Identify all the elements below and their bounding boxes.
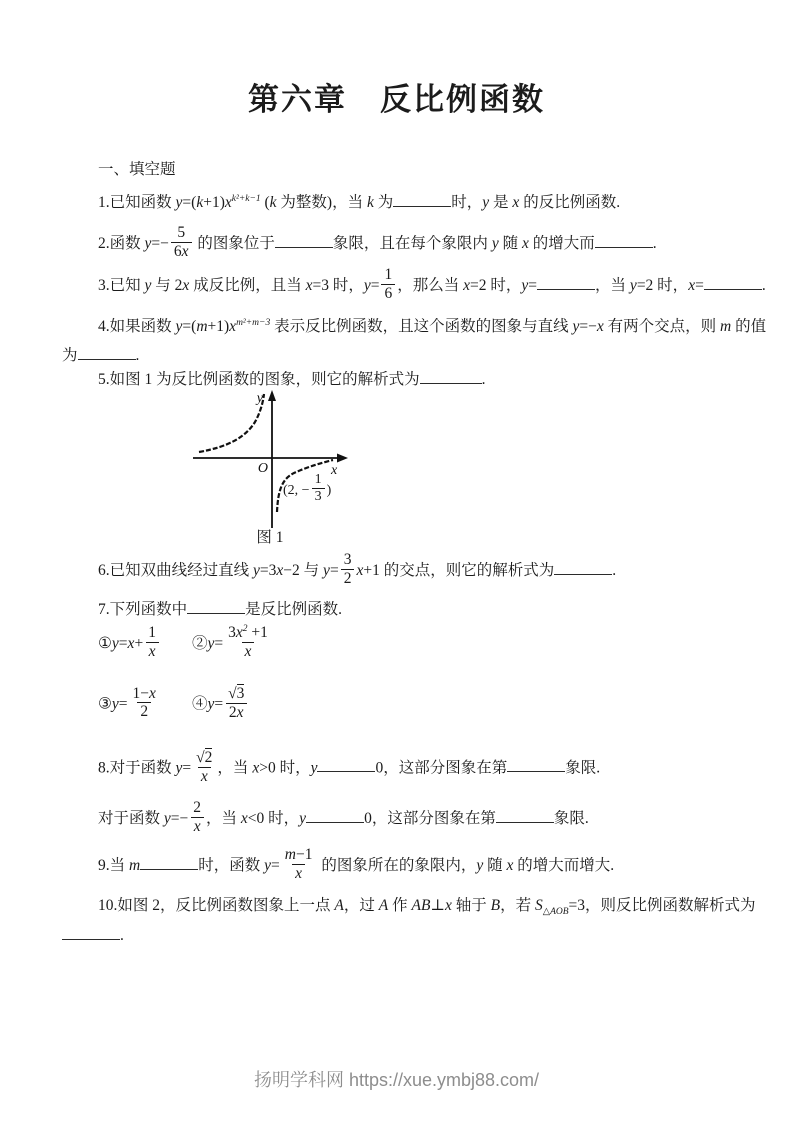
blank-line <box>507 758 565 772</box>
text-segment: ，当 <box>217 759 253 777</box>
numerator <box>341 551 355 569</box>
math-variable: x <box>276 561 284 579</box>
text-segment: . <box>652 234 657 252</box>
math-variable: x <box>512 194 520 211</box>
text-segment: 8.对于函数 <box>98 759 176 777</box>
numerator <box>190 799 204 817</box>
text-segment: 5 <box>177 224 186 241</box>
question-9 <box>98 848 614 885</box>
fraction <box>193 748 215 786</box>
denominator <box>191 817 204 836</box>
text-segment: = <box>118 634 128 652</box>
math-variable: x <box>236 703 244 721</box>
fraction <box>145 624 159 661</box>
math-variable: x <box>240 809 248 827</box>
math-variable: m <box>196 318 208 335</box>
text-segment: 5.如图 1 为反比例函数的图象，则它的解析式为 <box>98 371 420 388</box>
numerator <box>312 472 325 488</box>
superscript: k²+k−1 <box>231 193 261 204</box>
text-segment: (2, − <box>283 482 310 498</box>
figure-1-graph <box>185 390 355 532</box>
math-variable: k <box>366 194 374 211</box>
hyperbola-plot <box>185 390 355 532</box>
subscript: △AOB <box>542 907 569 918</box>
text-segment: ，过 <box>343 897 379 914</box>
hyperbola-branch-quadrant2 <box>199 394 264 452</box>
text-segment: 表示反比例函数，且这个函数的图象与直线 <box>270 318 573 335</box>
sqrt-expression <box>196 748 212 767</box>
text-segment: =− <box>170 809 189 827</box>
radicand: 3 <box>236 685 245 702</box>
text-segment: . <box>120 927 124 944</box>
math-variable: y <box>175 194 183 211</box>
radical-sign-icon: √ <box>196 749 205 766</box>
text-segment: +1 <box>247 624 268 641</box>
math-variable: y <box>144 276 152 294</box>
text-segment: =( <box>182 318 197 335</box>
text-segment: = <box>271 856 280 874</box>
x-axis-label: x <box>331 463 338 478</box>
text-segment: 9.当 <box>98 856 130 874</box>
text-segment: + <box>134 634 144 652</box>
text-segment: ( <box>260 194 270 211</box>
math-variable: x <box>127 634 135 652</box>
text-segment: . <box>481 371 486 388</box>
math-variable: x <box>181 242 189 260</box>
text-segment: +1 的交点，则它的解析式为 <box>363 561 555 579</box>
text-segment: 轴于 <box>451 897 491 914</box>
text-segment: 时，函数 <box>198 856 265 874</box>
text-segment: 0，这部分图象在第 <box>375 759 508 777</box>
math-variable: y <box>476 856 484 874</box>
text-segment: 1 <box>314 472 322 487</box>
point-coordinates-label <box>283 474 331 507</box>
text-segment: 3 <box>314 489 322 505</box>
text-segment: ⊥ <box>430 897 445 914</box>
math-variable: x <box>463 276 471 294</box>
fraction <box>312 472 325 505</box>
text-segment: . <box>761 276 766 294</box>
question-4-line-2 <box>62 346 139 367</box>
text-segment: 的增大而增大. <box>513 856 615 874</box>
text-segment: 的图象位于 <box>193 234 275 252</box>
math-variable: x <box>688 276 696 294</box>
text-segment: 3 <box>343 551 352 568</box>
blank-line <box>317 758 375 772</box>
math-variable: y <box>175 318 183 335</box>
text-segment: = <box>214 695 224 713</box>
origin-label: O <box>257 461 268 476</box>
blank-line <box>306 809 364 823</box>
text-segment <box>161 635 192 652</box>
fraction <box>225 684 247 722</box>
math-variable: y <box>175 759 183 777</box>
text-segment: 为整数)，当 <box>276 194 367 211</box>
section-heading: 一、填空题 <box>98 161 176 178</box>
x-axis-arrow-icon <box>337 454 348 463</box>
text-segment: =2 时， <box>636 276 689 294</box>
text-segment: 随 <box>498 234 522 252</box>
question-2 <box>98 226 657 263</box>
text-segment: 6 <box>384 284 393 302</box>
text-segment: 3 <box>228 624 236 641</box>
text-segment: 象限. <box>553 809 589 827</box>
blank-line <box>537 276 595 290</box>
math-variable: x <box>252 759 260 777</box>
text-segment: 10.如图 2，反比例函数图象上一点 <box>98 897 335 914</box>
page-title: 第六章 反比例函数 <box>248 82 545 117</box>
text-segment: −1 <box>295 846 313 863</box>
text-segment: >0 时， <box>259 759 311 777</box>
text-segment: 成反比例，且当 <box>189 276 306 294</box>
numerator <box>225 624 271 642</box>
text-segment: ，当 <box>595 276 630 294</box>
footer-watermark: 扬明学科网 https://xue.ymbj88.com/ <box>253 1070 540 1090</box>
blank-line <box>62 926 120 940</box>
text-segment: 2 <box>343 569 352 587</box>
math-variable: y <box>207 634 215 652</box>
denominator <box>146 642 159 661</box>
math-variable: x <box>182 276 190 294</box>
question-10-line-2 <box>62 926 124 947</box>
blank-line <box>420 370 482 384</box>
question-7-options-3-4 <box>98 686 249 724</box>
math-variable: x <box>193 817 201 835</box>
text-segment: =2 时， <box>470 276 522 294</box>
math-variable: y <box>310 759 318 777</box>
fraction <box>130 685 159 722</box>
denominator <box>312 488 325 505</box>
text-segment: 1− <box>132 684 150 702</box>
text-segment: =− <box>579 318 597 335</box>
numerator <box>193 748 215 767</box>
blank-line <box>595 234 653 248</box>
text-segment: ，那么当 <box>397 276 464 294</box>
denominator <box>226 703 247 722</box>
math-variable: x <box>200 767 208 785</box>
math-variable: AB <box>411 897 431 914</box>
text-segment: 1 <box>148 624 156 641</box>
text-segment: 3.已知 <box>98 276 145 294</box>
text-segment: 时， <box>451 194 483 211</box>
text-segment: 象限. <box>565 759 601 777</box>
fraction <box>171 224 192 261</box>
math-variable: x <box>596 318 604 335</box>
math-variable: y <box>629 276 637 294</box>
superscript: m²+m−3 <box>236 317 271 328</box>
fraction <box>282 846 316 883</box>
blank-line <box>496 809 554 823</box>
question-8 <box>98 750 600 788</box>
text-segment: 2.函数 <box>98 234 145 252</box>
math-variable: m <box>284 846 296 863</box>
math-variable: x <box>305 276 313 294</box>
question-7-options-1-2 <box>98 623 273 663</box>
sqrt-expression <box>228 684 244 703</box>
text-segment: 随 <box>483 856 507 874</box>
text-segment: 的值 <box>731 318 767 335</box>
numerator <box>130 685 159 703</box>
text-segment: 有两个交点，则 <box>603 318 720 335</box>
math-variable: S <box>535 897 543 914</box>
math-variable: y <box>144 234 152 252</box>
math-variable: B <box>490 897 501 914</box>
text-segment: . <box>135 347 140 364</box>
blank-line <box>187 600 245 614</box>
fraction <box>381 266 395 303</box>
question-4-line-1 <box>98 317 766 338</box>
text-segment: 1.已知函数 <box>98 194 176 211</box>
text-segment: 对于函数 <box>98 809 164 827</box>
text-segment: 作 <box>388 897 412 914</box>
math-variable: y <box>299 809 307 827</box>
question-8-part-2 <box>98 801 589 838</box>
y-axis-arrow-icon <box>268 390 276 401</box>
text-segment: +1) <box>207 318 230 335</box>
question-1 <box>98 193 620 214</box>
text-segment: ① <box>98 634 112 652</box>
denominator <box>292 864 305 883</box>
math-variable: x <box>244 642 252 660</box>
radicand: 2 <box>204 749 213 766</box>
text-segment: 是 <box>489 194 513 211</box>
math-variable: y <box>521 276 529 294</box>
text-segment: 是反比例函数. <box>245 601 343 618</box>
math-variable: y <box>207 695 215 713</box>
blank-line <box>554 561 612 575</box>
numerator <box>282 846 316 864</box>
question-6 <box>98 553 616 590</box>
text-segment: = <box>182 759 192 777</box>
math-variable: y <box>323 561 330 579</box>
text-segment: = <box>118 695 128 713</box>
denominator <box>341 569 355 588</box>
text-segment: 7.下列函数中 <box>98 601 188 618</box>
text-segment: 1 <box>384 266 393 283</box>
math-variable: A <box>334 897 344 914</box>
text-segment: ) <box>326 482 332 498</box>
text-segment: 为 <box>62 347 78 364</box>
text-segment: =( <box>182 194 197 211</box>
text-segment: ，若 <box>500 897 536 914</box>
text-segment: 2 <box>140 703 149 721</box>
blank-line <box>78 346 136 360</box>
text-segment: = <box>695 276 704 294</box>
blank-line <box>140 856 198 870</box>
text-segment: ④ <box>191 695 208 713</box>
text-segment: 0，这部分图象在第 <box>364 809 496 827</box>
math-variable: y <box>482 194 490 211</box>
text-segment: = <box>214 634 224 652</box>
text-segment: 6.已知双曲线经过直线 <box>98 561 254 579</box>
numerator <box>174 224 188 242</box>
denominator <box>198 767 211 786</box>
question-3 <box>98 268 766 305</box>
text-segment: 4.如果函数 <box>98 318 176 335</box>
text-segment: +1) <box>203 194 225 211</box>
text-segment: 与 2 <box>151 276 183 294</box>
math-variable: x <box>229 318 237 335</box>
math-variable: x <box>224 194 232 211</box>
fraction <box>341 551 355 588</box>
math-variable: y <box>163 809 171 827</box>
text-segment: =3，则反比例函数解析式为 <box>568 897 756 914</box>
text-segment: ③ <box>98 695 112 713</box>
math-variable: y <box>111 634 119 652</box>
text-segment: . <box>612 561 617 579</box>
text-segment: 6 <box>173 242 182 260</box>
denominator <box>171 242 192 261</box>
text-segment: ，当 <box>206 809 241 827</box>
text-segment: 的图象所在的象限内， <box>317 856 477 874</box>
text-segment: 2 <box>193 799 202 816</box>
text-segment: 为 <box>373 194 394 211</box>
text-segment: 2 <box>228 703 237 721</box>
blank-line <box>275 234 333 248</box>
numerator <box>381 266 395 284</box>
figure-1-caption: 图 1 <box>256 529 284 546</box>
math-variable: x <box>148 642 156 660</box>
denominator <box>381 284 395 303</box>
question-5 <box>98 370 486 391</box>
math-variable: y <box>253 561 260 579</box>
text-segment: 的反比例函数. <box>519 194 621 211</box>
blank-line <box>393 193 451 207</box>
denominator <box>242 642 255 661</box>
math-variable: y <box>264 856 271 874</box>
y-axis-label: y <box>256 391 263 406</box>
text-segment: ② <box>191 634 208 652</box>
fraction <box>225 624 271 661</box>
text-segment: 的增大而 <box>528 234 595 252</box>
math-variable: x <box>149 684 156 702</box>
math-variable: k <box>269 194 277 211</box>
blank-line <box>704 276 762 290</box>
math-variable: x <box>295 864 303 882</box>
math-variable: m <box>720 318 732 335</box>
text-segment: <0 时， <box>247 809 300 827</box>
math-variable: x <box>235 624 243 641</box>
text-segment: −2 与 <box>283 561 324 579</box>
superscript: 2 <box>242 623 248 634</box>
question-7 <box>98 600 342 621</box>
question-10-line-1 <box>98 896 756 917</box>
text-segment <box>161 695 192 712</box>
numerator <box>225 684 247 703</box>
text-segment: =− <box>151 234 169 252</box>
text-segment: = <box>528 276 538 294</box>
math-variable: x <box>445 897 452 914</box>
fraction <box>190 799 204 836</box>
math-variable: y <box>572 318 580 335</box>
math-variable: k <box>196 194 204 211</box>
text-segment: =3 <box>259 561 277 579</box>
text-segment: =3 时， <box>312 276 364 294</box>
math-variable: x <box>521 234 529 252</box>
numerator <box>145 624 159 642</box>
math-variable: x <box>356 561 364 579</box>
math-variable: m <box>129 856 141 874</box>
text-segment: = <box>329 561 339 579</box>
math-variable: x <box>506 856 514 874</box>
text-segment: 象限，且在每个象限内 <box>332 234 492 252</box>
math-variable: y <box>491 234 499 252</box>
radical-sign-icon: √ <box>228 685 237 702</box>
denominator <box>137 702 151 721</box>
math-variable: A <box>378 897 389 914</box>
math-variable: y <box>111 695 119 713</box>
text-segment: = <box>370 276 380 294</box>
math-variable: y <box>363 276 371 294</box>
